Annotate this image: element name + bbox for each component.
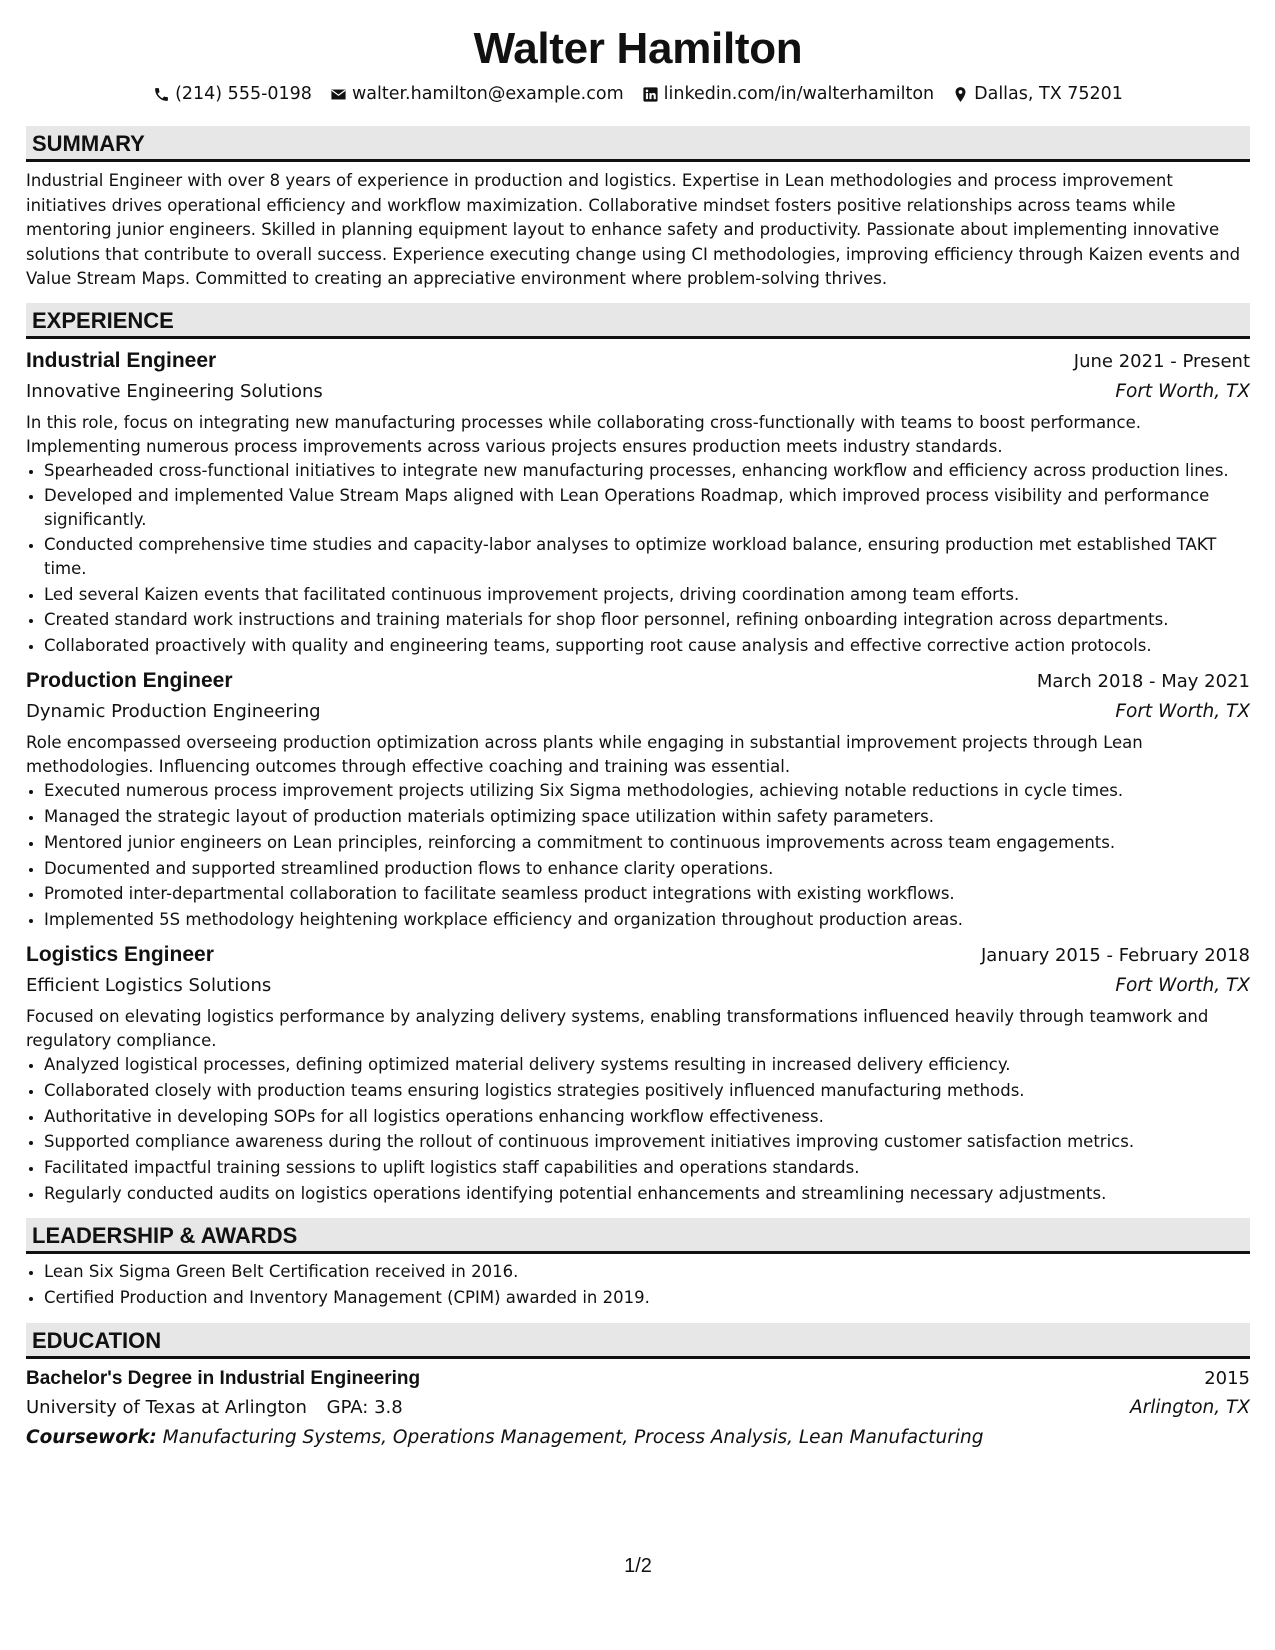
job-description: In this role, focus on integrating new manufacturing processes while collaborating cross-functionally with teams to boost performance. Implementing numerous process improvements across various projects ensures production meets industry standards. [26, 412, 1141, 456]
list-item: • Supported compliance awareness during the rollout of continuous improvement initiatives improving customer satisfaction metrics. [44, 1130, 1250, 1154]
experience-heading: EXPERIENCE [26, 303, 1250, 339]
leadership-list [26, 1260, 1250, 1309]
list-item: • Facilitated impactful training sessions to uplift logistics staff capabilities and operations standards. [44, 1156, 1250, 1180]
candidate-name: Walter Hamilton [473, 24, 803, 73]
contact-location [952, 84, 1123, 104]
linkedin-url[interactable]: linkedin.com/in/walterhamilton [663, 84, 935, 104]
list-item: • Managed the strategic layout of production materials optimizing space utilization within safety parameters. [44, 805, 1250, 829]
map-pin-icon [952, 86, 969, 103]
contact-bar [26, 82, 1250, 106]
coursework-label: Coursework: [26, 1426, 157, 1448]
list-item: • Led several Kaizen events that facilitated continuous improvement projects, driving coordination among team efforts. [44, 583, 1250, 607]
email-address[interactable]: walter.hamilton@example.com [351, 84, 624, 104]
list-item: • Conducted comprehensive time studies and capacity-labor analyses to optimize workload balance, ensuring production met established TAKT time. [44, 533, 1250, 580]
job-location: Fort Worth, TX [1115, 380, 1250, 402]
job-description: Role encompassed overseeing production optimization across plants while engaging in substantial improvement projects through Lean methodologies. Influencing outcomes through effective coaching and training was essential. [26, 733, 1143, 777]
job-title: Logistics Engineer [26, 943, 214, 967]
job-company: Dynamic Production Engineering [26, 701, 321, 723]
school-name: University of Texas at Arlington [26, 1396, 307, 1418]
job-company: Innovative Engineering Solutions [26, 380, 323, 402]
list-item: • Spearheaded cross-functional initiatives to integrate new manufacturing processes, enhancing workflow and efficiency across production lines. [44, 459, 1250, 483]
graduation-year: 2015 [1204, 1367, 1250, 1389]
job-entry [26, 665, 1250, 931]
list-item: • Lean Six Sigma Green Belt Certification received in 2016. [44, 1260, 1250, 1284]
job-bullets [26, 779, 1250, 931]
linkedin-icon [642, 86, 659, 103]
list-item: • Regularly conducted audits on logistics operations identifying potential enhancements and streamlining necessary adjustments. [44, 1182, 1250, 1206]
job-location: Fort Worth, TX [1115, 975, 1250, 997]
phone-number[interactable]: (214) 555-0198 [175, 84, 312, 104]
summary-heading: SUMMARY [26, 126, 1250, 162]
coursework-line [26, 1423, 1250, 1453]
list-item: • Developed and implemented Value Stream Maps aligned with Lean Operations Roadmap, which improved process visibility and performance significantly. [44, 484, 1250, 531]
job-dates: March 2018 - May 2021 [1036, 671, 1250, 693]
list-item: • Collaborated proactively with quality and engineering teams, supporting root cause analysis and effective corrective action protocols. [44, 634, 1250, 658]
education-heading: EDUCATION [26, 1323, 1250, 1359]
job-dates: June 2021 - Present [1073, 350, 1250, 372]
job-title: Industrial Engineer [26, 348, 217, 372]
list-item: • Analyzed logistical processes, defining optimized material delivery systems resulting in increased delivery efficiency. [44, 1053, 1250, 1077]
job-dates: January 2015 - February 2018 [981, 945, 1250, 967]
list-item: • Certified Production and Inventory Management (CPIM) awarded in 2019. [44, 1286, 1250, 1310]
contact-email [330, 84, 624, 104]
list-item: • Created standard work instructions and training materials for shop floor personnel, refining onboarding integration across departments. [44, 608, 1250, 632]
job-entry [26, 939, 1250, 1205]
leadership-heading: LEADERSHIP & AWARDS [26, 1218, 1250, 1254]
resume-page [26, 0, 1250, 1577]
gpa: GPA: 3.8 [326, 1396, 403, 1418]
list-item: • Implemented 5S methodology heightening workplace efficiency and organization throughout production areas. [44, 908, 1250, 932]
location-text: Dallas, TX 75201 [974, 84, 1123, 104]
page-number: 1/2 [624, 1555, 652, 1577]
list-item: • Documented and supported streamlined production flows to enhance clarity operations. [44, 857, 1250, 881]
degree-title: Bachelor's Degree in Industrial Engineering [26, 1367, 421, 1389]
envelope-icon [330, 86, 347, 103]
contact-linkedin [642, 84, 935, 104]
list-item: • Collaborated closely with production teams ensuring logistics strategies positively influenced manufacturing methods. [44, 1079, 1250, 1103]
job-location: Fort Worth, TX [1115, 701, 1250, 723]
list-item: • Executed numerous process improvement projects utilizing Six Sigma methodologies, achieving notable reductions in cycle times. [44, 779, 1250, 803]
job-description: Focused on elevating logistics performance by analyzing delivery systems, enabling transformations influenced heavily through teamwork and regulatory compliance. [26, 1007, 1209, 1051]
list-item: • Mentored junior engineers on Lean principles, reinforcing a commitment to continuous improvements across team engagements. [44, 831, 1250, 855]
summary-text: Industrial Engineer with over 8 years of experience in production and logistics. Expertise in Lean methodologies and process improvement initiatives drives operational efficiency and workflow maximization. Collaborative mindset fosters positive relationships across teams while mentoring junior engineers. Skilled in planning equipment layout to enhance safety and productivity. Passionate about implementing innovative solutions that contribute to overall success. Experience executing change using CI methodologies, improving efficiency through Kaizen events and Value Stream Maps. Committed to creating an appreciative environment where problem-solving thrives. [26, 171, 1241, 288]
coursework-list: Manufacturing Systems, Operations Management, Process Analysis, Lean Manufacturing [162, 1426, 984, 1448]
job-title: Production Engineer [26, 669, 233, 693]
list-item: • Authoritative in developing SOPs for all logistics operations enhancing workflow effectiveness. [44, 1105, 1250, 1129]
job-bullets [26, 1053, 1250, 1205]
job-bullets [26, 459, 1250, 658]
phone-icon [153, 86, 170, 103]
job-company: Efficient Logistics Solutions [26, 975, 272, 997]
school-line [26, 1393, 403, 1422]
job-entry [26, 345, 1250, 658]
contact-phone [153, 84, 312, 104]
school-location: Arlington, TX [1129, 1396, 1250, 1418]
list-item: • Promoted inter-departmental collaboration to facilitate seamless product integrations with existing workflows. [44, 882, 1250, 906]
